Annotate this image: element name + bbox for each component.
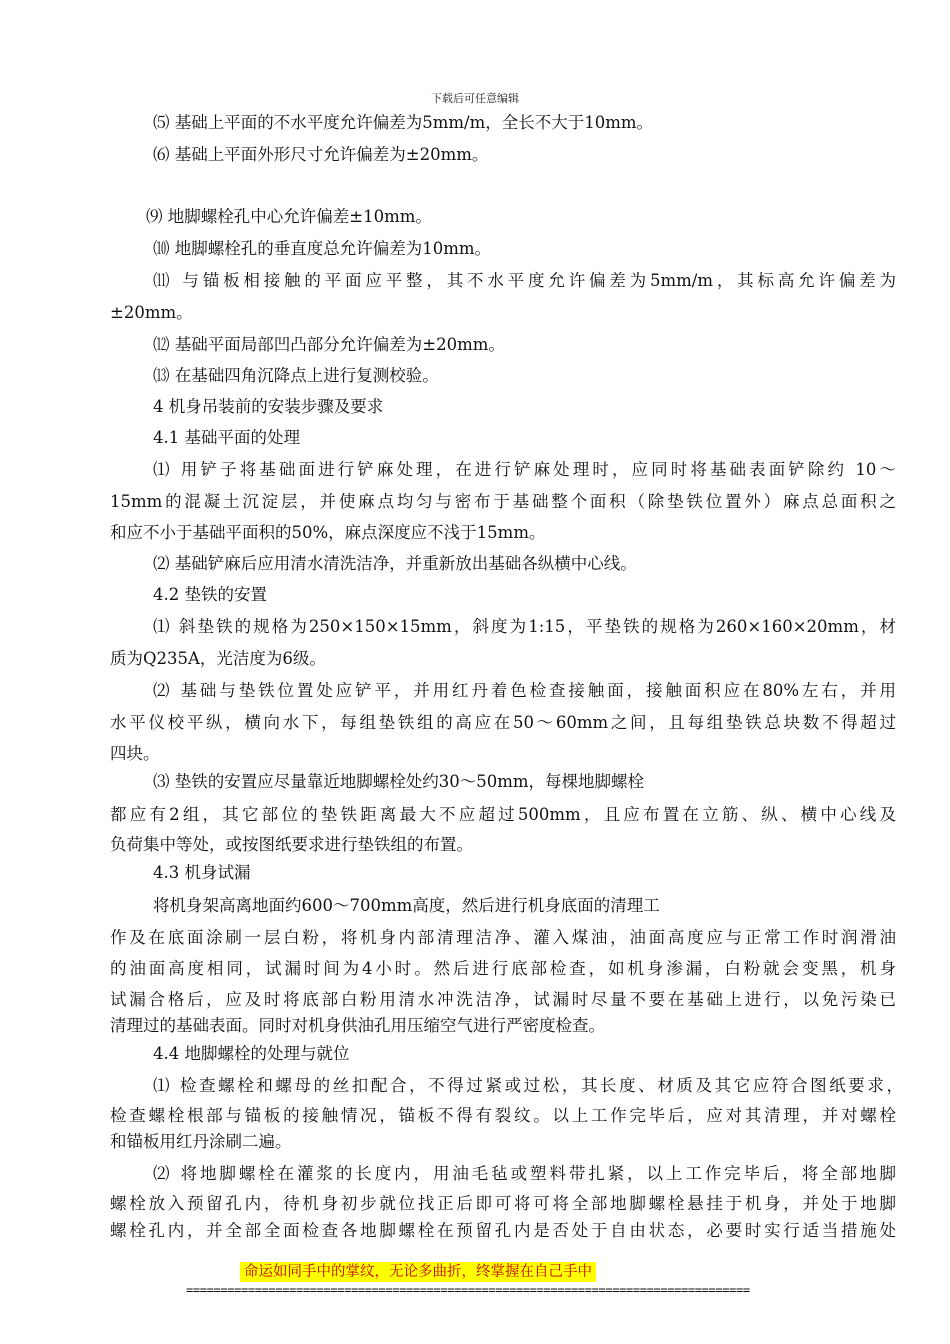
text-line: ⑼ 地脚螺栓孔中心允许偏差±10mm。 (146, 207, 432, 226)
text-line: 15mm的混凝土沉淀层，并使麻点均匀与密布于基础整个面积（除垫铁位置外）麻点总面积之 (110, 492, 896, 511)
text-line: ⑵ 将地脚螺栓在灌浆的长度内，用油毛毡或塑料带扎紧，以上工作完毕后，将全部地脚 (153, 1164, 896, 1183)
text-line: 和应不小于基础平面积的50%，麻点深度应不浅于15mm。 (110, 523, 546, 542)
subsection-heading: 4.3 机身试漏 (153, 863, 251, 882)
text-line: 的油面高度相同，试漏时间为4小时。然后进行底部检查，如机身渗漏，白粉就会变黑，机身 (110, 959, 896, 978)
text-line: ⑴ 检查螺栓和螺母的丝扣配合，不得过紧或过松，其长度、材质及其它应符合图纸要求， (153, 1076, 903, 1095)
section-heading: 4 机身吊装前的安装步骤及要求 (153, 397, 384, 416)
page-header: 下载后可任意编辑 (431, 92, 519, 105)
text-line: 螺栓孔内，并全部全面检查各地脚螺栓在预留孔内是否处于自由状态，必要时实行适当措施处 (110, 1221, 896, 1240)
text-line: 螺栓放入预留孔内，待机身初步就位找正后即可将可将全部地脚螺栓悬挂于机身，并处于地脚 (110, 1194, 896, 1213)
text-line: ⑴ 斜垫铁的规格为250×150×15mm，斜度为1:15，平垫铁的规格为260×160×20mm，材 (153, 617, 896, 636)
text-line: 水平仪校平纵，横向水下，每组垫铁组的高应在50～60mm之间，且每组垫铁总块数不得超过 (110, 713, 896, 732)
text-line: ⑿ 基础平面局部凹凸部分允许偏差为±20mm。 (153, 335, 505, 354)
text-line: ±20mm。 (110, 303, 193, 322)
text-line: 试漏合格后，应及时将底部白粉用清水冲洗洁净，试漏时尽量不要在基础上进行，以免污染已 (110, 990, 896, 1009)
text-line: 清理过的基础表面。同时对机身供油孔用压缩空气进行严密度检查。 (110, 1016, 605, 1035)
text-line: ⑾ 与锚板相接触的平面应平整，其不水平度允许偏差为5mm/m，其标高允许偏差为 (153, 271, 896, 290)
subsection-heading: 4.2 垫铁的安置 (153, 585, 267, 604)
text-line: ⒀ 在基础四角沉降点上进行复测校验。 (153, 366, 439, 385)
text-line: 四块。 (110, 744, 160, 763)
text-line: ⑶ 垫铁的安置应尽量靠近地脚螺栓处约30～50mm，每棵地脚螺栓 (153, 772, 645, 791)
text-line: 负荷集中等处，或按图纸要求进行垫铁组的布置。 (110, 835, 473, 854)
text-line: ⑵ 基础铲麻后应用清水清洗洁净，并重新放出基础各纵横中心线。 (153, 554, 637, 573)
text-line: ⑸ 基础上平面的不水平度允许偏差为5mm/m，全长不大于10mm。 (153, 113, 654, 132)
subsection-heading: 4.1 基础平面的处理 (153, 428, 300, 447)
text-line: 作及在底面涂刷一层白粉，将机身内部清理洁净、灌入煤油，油面高度应与正常工作时润滑油 (110, 928, 896, 947)
text-line: ⑹ 基础上平面外形尺寸允许偏差为±20mm。 (153, 145, 489, 164)
text-line: ⑴ 用铲子将基础面进行铲麻处理，在进行铲麻处理时，应同时将基础表面铲除约 10～ (153, 460, 896, 479)
footer-motto-banner: 命运如同手中的掌纹，无论多曲折，终掌握在自己手中 (240, 1262, 596, 1282)
text-line: 将机身架高离地面约600～700mm高度，然后进行机身底面的清理工 (153, 896, 660, 915)
text-line: ⑽ 地脚螺栓孔的垂直度总允许偏差为10mm。 (153, 239, 492, 258)
text-line: ⑵ 基础与垫铁位置处应铲平，并用红丹着色检查接触面，接触面积应在80%左右，并用 (153, 681, 896, 700)
text-line: 和锚板用红丹涂刷二遍。 (110, 1132, 292, 1151)
text-line: 都应有2组，其它部位的垫铁距离最大不应超过500mm，且应布置在立筋、纵、横中心线及 (110, 805, 896, 824)
text-line: 检查螺栓根部与锚板的接触情况，锚板不得有裂纹。以上工作完毕后，应对其清理，并对螺栓 (110, 1106, 896, 1125)
footer-divider: ================================================================================== (186, 1283, 750, 1297)
subsection-heading: 4.4 地脚螺栓的处理与就位 (153, 1044, 350, 1063)
text-line: 质为Q235A，光洁度为6级。 (110, 649, 326, 668)
